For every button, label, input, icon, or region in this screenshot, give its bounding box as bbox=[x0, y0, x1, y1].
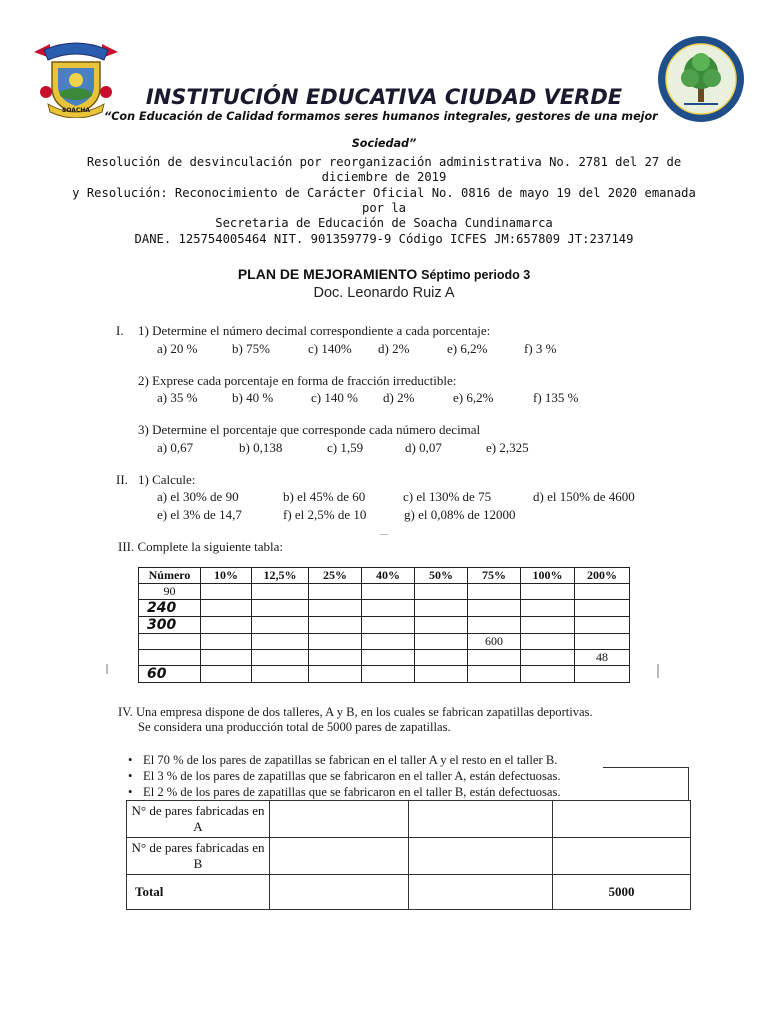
table-cell bbox=[252, 584, 309, 600]
table-cell bbox=[362, 584, 415, 600]
table-cell bbox=[201, 650, 252, 666]
table-cell bbox=[553, 801, 691, 838]
table-border-fragment bbox=[688, 767, 689, 801]
table-cell: 90 bbox=[139, 584, 201, 600]
table-cell bbox=[270, 875, 409, 910]
bullet-item: • El 2 % de los pares de zapatillas que se fabricaron en el taller B, están defectuosas. bbox=[128, 784, 561, 800]
table-cell bbox=[362, 600, 415, 617]
motto-line-1: “Con Educación de Calidad formamos seres humanos integrales, gestores de una mejor bbox=[104, 110, 658, 123]
table-cell bbox=[139, 650, 201, 666]
column-header: 75% bbox=[468, 568, 521, 584]
table-row bbox=[127, 875, 691, 910]
question-2-1: 1) Calcule: bbox=[138, 472, 196, 487]
table-cell bbox=[309, 666, 362, 683]
table-cell bbox=[201, 584, 252, 600]
column-header: Número bbox=[139, 568, 201, 584]
section-1-numeral: I. bbox=[116, 323, 124, 338]
bullet-item: • El 3 % de los pares de zapatillas que se fabricaron en el taller A, están defectuosas. bbox=[128, 768, 561, 784]
option: c) 140 % bbox=[311, 390, 358, 405]
section-4-line-1: IV. Una empresa dispone de dos talleres, A y B, en los cuales se fabrican zapatillas deportivas. bbox=[118, 705, 593, 719]
table-cell bbox=[252, 666, 309, 683]
option: d) el 150% de 4600 bbox=[533, 489, 635, 504]
option: c) 1,59 bbox=[327, 440, 364, 455]
option: a) 35 % bbox=[157, 390, 198, 405]
plan-heading bbox=[0, 266, 768, 282]
option: b) el 45% de 60 bbox=[283, 489, 366, 504]
table-cell bbox=[201, 600, 252, 617]
table-cell bbox=[252, 600, 309, 617]
resolution-line: Resolución de desvinculación por reorganización administrativa No. 2781 del 27 de bbox=[86, 155, 682, 169]
option: d) 0,07 bbox=[405, 440, 442, 455]
column-header: 10% bbox=[201, 568, 252, 584]
table-cell bbox=[139, 634, 201, 650]
section-3-title: III. Complete la siguiente tabla: bbox=[118, 539, 283, 554]
table-row bbox=[139, 666, 630, 683]
option: c) el 130% de 75 bbox=[403, 489, 492, 504]
table-cell bbox=[409, 801, 553, 838]
resolution-line: Secretaria de Educación de Soacha Cundinamarca bbox=[215, 216, 553, 230]
total-value: 5000 bbox=[553, 875, 691, 910]
option: e) 2,325 bbox=[486, 440, 529, 455]
question-1-1: 1) Determine el número decimal correspondiente a cada porcentaje: bbox=[138, 323, 491, 338]
workshop-production-table bbox=[126, 800, 691, 910]
scan-mark bbox=[380, 534, 388, 535]
table-cell-handwritten: 300 bbox=[139, 617, 201, 634]
section-4-bullets bbox=[128, 752, 561, 800]
table-cell bbox=[201, 617, 252, 634]
option: c) 140% bbox=[308, 341, 352, 356]
row-label-b: N° de pares fabricadas en B bbox=[127, 838, 270, 875]
column-header: 25% bbox=[309, 568, 362, 584]
table-cell bbox=[309, 617, 362, 634]
table-row bbox=[127, 801, 691, 838]
table-cell bbox=[201, 634, 252, 650]
option: f) 3 % bbox=[524, 341, 557, 356]
table-cell bbox=[409, 875, 553, 910]
logo-left-text: SOACHA bbox=[62, 107, 90, 114]
table-cell bbox=[575, 666, 630, 683]
question-1-3: 3) Determine el porcentaje que corresponde cada número decimal bbox=[138, 422, 481, 437]
table-cell bbox=[362, 617, 415, 634]
table-cell bbox=[409, 838, 553, 875]
table-cell bbox=[553, 838, 691, 875]
column-header: 40% bbox=[362, 568, 415, 584]
column-header: 100% bbox=[521, 568, 575, 584]
table-cell bbox=[575, 634, 630, 650]
table-cell-handwritten: 240 bbox=[139, 600, 201, 617]
column-header: 50% bbox=[415, 568, 468, 584]
table-cell bbox=[521, 666, 575, 683]
table-cell bbox=[575, 584, 630, 600]
option: a) 0,67 bbox=[157, 440, 194, 455]
table-row bbox=[139, 584, 630, 600]
table-header-row bbox=[139, 568, 630, 584]
table-cell bbox=[415, 600, 468, 617]
table-cell bbox=[252, 634, 309, 650]
table-cell bbox=[309, 584, 362, 600]
dane-nit-icfes-line: DANE. 125754005464 NIT. 901359779-9 Código ICFES JM:657809 JT:237149 bbox=[134, 232, 634, 246]
option: b) 40 % bbox=[232, 390, 274, 405]
motto-line-2: Sociedad” bbox=[351, 137, 417, 150]
table-cell bbox=[521, 634, 575, 650]
option: e) 6,2% bbox=[447, 341, 488, 356]
scan-mark bbox=[657, 664, 659, 678]
scan-mark bbox=[106, 664, 108, 674]
institution-title: INSTITUCIÓN EDUCATIVA CIUDAD VERDE bbox=[145, 85, 623, 109]
table-row bbox=[139, 600, 630, 617]
question-1-2: 2) Exprese cada porcentaje en forma de fracción irreductible: bbox=[138, 373, 457, 388]
column-header: 200% bbox=[575, 568, 630, 584]
table-row bbox=[139, 634, 630, 650]
option: b) 0,138 bbox=[239, 440, 283, 455]
table-cell bbox=[468, 666, 521, 683]
table-cell bbox=[521, 617, 575, 634]
option: f) 135 % bbox=[533, 390, 579, 405]
table-cell bbox=[309, 600, 362, 617]
table-cell: 600 bbox=[468, 634, 521, 650]
table-cell bbox=[521, 584, 575, 600]
table-cell bbox=[415, 650, 468, 666]
option: e) 6,2% bbox=[453, 390, 494, 405]
table-cell bbox=[521, 650, 575, 666]
total-label: Total bbox=[127, 875, 270, 910]
table-cell bbox=[309, 634, 362, 650]
row-label-a: N° de pares fabricadas en A bbox=[127, 801, 270, 838]
table-cell bbox=[575, 600, 630, 617]
section-4-line-2: Se considera una producción total de 5000 pares de zapatillas. bbox=[138, 720, 451, 734]
table-cell bbox=[362, 650, 415, 666]
table-row bbox=[139, 650, 630, 666]
plan-title: PLAN DE MEJORAMIENTO bbox=[237, 266, 418, 282]
table-cell bbox=[252, 617, 309, 634]
column-header: 12,5% bbox=[252, 568, 309, 584]
table-cell bbox=[468, 584, 521, 600]
school-seal-logo bbox=[656, 34, 746, 124]
table-row bbox=[139, 617, 630, 634]
table-cell-handwritten: 60 bbox=[139, 666, 201, 683]
table-cell bbox=[415, 666, 468, 683]
table-cell bbox=[270, 801, 409, 838]
plan-subtitle: Séptimo periodo 3 bbox=[421, 268, 531, 282]
table-cell bbox=[521, 600, 575, 617]
option: a) el 30% de 90 bbox=[157, 489, 239, 504]
resolution-line: por la bbox=[361, 201, 407, 215]
option: d) 2% bbox=[378, 341, 410, 356]
table-row bbox=[127, 838, 691, 875]
option: e) el 3% de 14,7 bbox=[157, 507, 242, 522]
resolution-line: y Resolución: Reconocimiento de Carácter Oficial No. 0816 de mayo 19 del 2020 emanada bbox=[72, 186, 696, 200]
table-cell bbox=[575, 617, 630, 634]
table-cell bbox=[362, 666, 415, 683]
section-2-numeral: II. bbox=[116, 472, 128, 487]
option: g) el 0,08% de 12000 bbox=[404, 507, 516, 522]
table-cell bbox=[415, 617, 468, 634]
bullet-item: • El 70 % de los pares de zapatillas se fabrican en el taller A y el resto en el taller B. bbox=[128, 752, 561, 768]
percentage-table bbox=[138, 567, 630, 683]
table-cell bbox=[201, 666, 252, 683]
table-cell bbox=[415, 634, 468, 650]
table-cell bbox=[362, 634, 415, 650]
teacher-name: Doc. Leonardo Ruiz A bbox=[313, 285, 455, 301]
table-cell bbox=[270, 838, 409, 875]
table-cell bbox=[252, 650, 309, 666]
option: a) 20 % bbox=[157, 341, 198, 356]
table-cell bbox=[468, 650, 521, 666]
option: b) 75% bbox=[232, 341, 270, 356]
table-cell bbox=[309, 650, 362, 666]
option: d) 2% bbox=[383, 390, 415, 405]
table-cell bbox=[468, 617, 521, 634]
table-border-fragment bbox=[603, 767, 689, 768]
resolution-line: diciembre de 2019 bbox=[321, 170, 447, 184]
table-cell: 48 bbox=[575, 650, 630, 666]
option: f) el 2,5% de 10 bbox=[283, 507, 367, 522]
table-cell bbox=[415, 584, 468, 600]
table-cell bbox=[468, 600, 521, 617]
